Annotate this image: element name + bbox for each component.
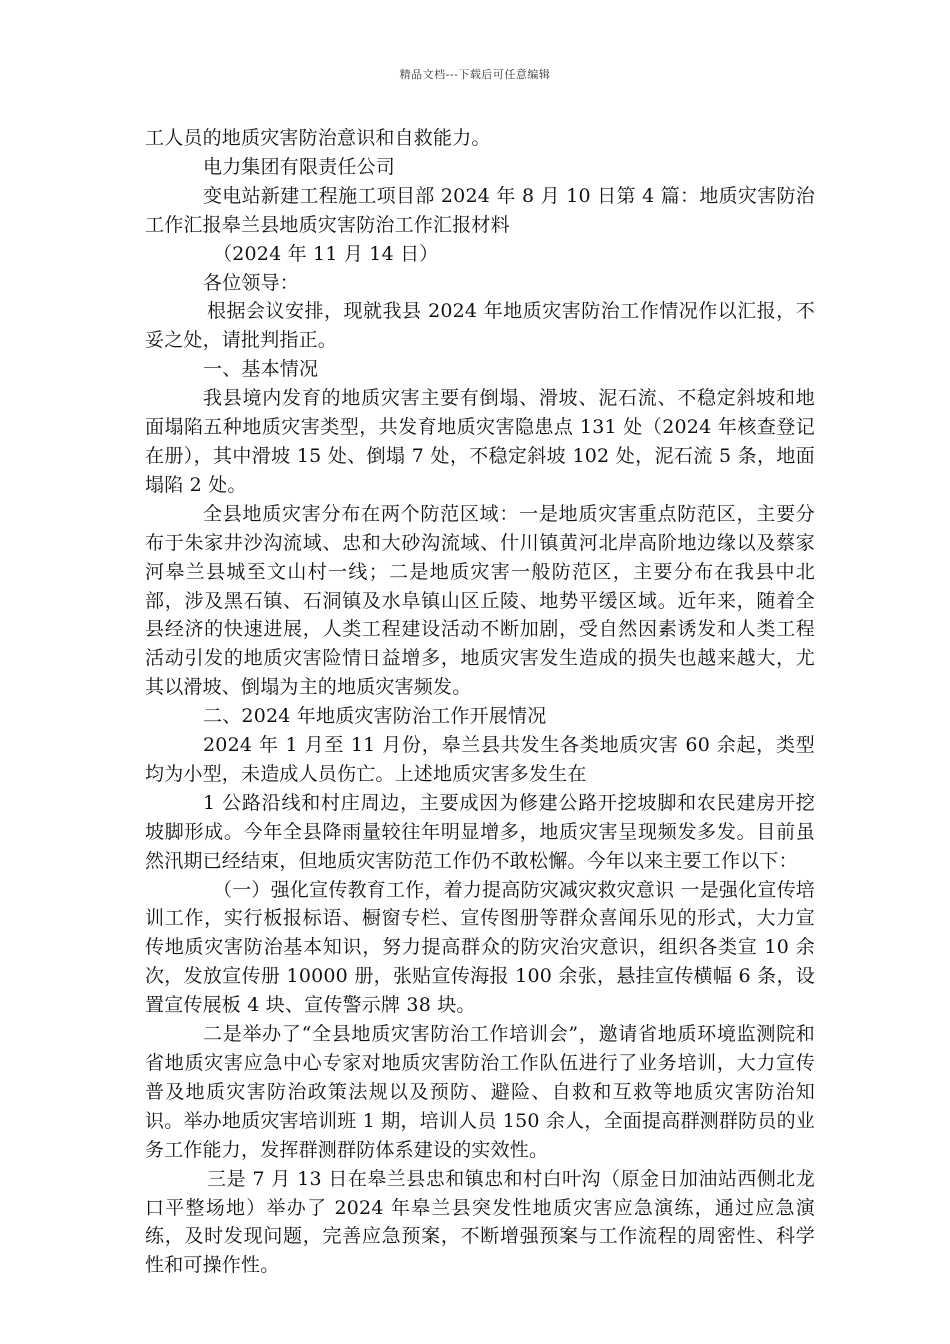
paragraph: （2024 年 11 月 14 日） xyxy=(213,242,439,265)
paragraph: 三是 7 月 13 日在皋兰县忠和镇忠和村白叶沟（原金日加油站西侧北龙口平整场地）举办了 2024 年皋兰县突发性地质灾害应急演练，通过应急演练，及时发现问题，完善应急预案，不断增强预案与工作流程的周密性、科学性和可操作性。 xyxy=(145,1167,815,1277)
paragraph: 根据会议安排，现就我县 2024 年地质灾害防治工作情况作以汇报，不妥之处，请批判指正。 xyxy=(145,300,815,352)
paragraph: 1 公路沿线和村庄周边，主要成因为修建公路开挖坡脚和农民建房开挖坡脚形成。今年全县降雨量较往年明显增多，地质灾害呈现频发多发。目前虽然汛期已经结束，但地质灾害防范工作仍不敢松懈。今年以来主要工作以下： xyxy=(145,791,815,872)
paragraph: 二、2024 年地质灾害防治工作开展情况 xyxy=(203,705,547,728)
paragraph: 我县境内发育的地质灾害主要有倒塌、滑坡、泥石流、不稳定斜坡和地面塌陷五种地质灾害类型，共发育地质灾害隐患点 131 处（2024 年核查登记在册），其中滑坡 15 处、倒塌 7 处，不稳定斜坡 102 处，泥石流 5 条，地面塌陷 2 处。 xyxy=(145,387,815,496)
paragraph: 各位领导： xyxy=(203,271,300,294)
paragraph: 变电站新建工程施工项目部 2024 年 8 月 10 日第 4 篇：地质灾害防治工作汇报皋兰县地质灾害防治工作汇报材料 xyxy=(145,184,815,236)
paragraph: 全县地质灾害分布在两个防范区域：一是地质灾害重点防范区，主要分布于朱家井沙沟流域、忠和大砂沟流域、什川镇黄河北岸高阶地边缘以及蔡家河皋兰县城至文山村一线；二是地质灾害一般防范区，主要分布在我县中北部，涉及黑石镇、石洞镇及水阜镇山区丘陵、地势平缓区域。近年来，随着全县经济的快速进展，人类工程建设活动不断加剧，受自然因素诱发和人类工程活动引发的地质灾害险情日益增多，地质灾害发生造成的损失也越来越大，尤其以滑坡、倒塌为主的地质灾害频发。 xyxy=(145,502,815,699)
paragraph: 电力集团有限责任公司 xyxy=(203,155,396,178)
paragraph: 工人员的地质灾害防治意识和自救能力。 xyxy=(145,127,491,149)
paragraph: 一、基本情况 xyxy=(203,358,319,381)
page-header: 精品文档---下载后可任意编辑 xyxy=(399,68,551,81)
document-body xyxy=(145,124,815,1280)
paragraph: 二是举办了“全县地质灾害防治工作培训会”，邀请省地质环境监测院和省地质灾害应急中心专家对地质灾害防治工作队伍进行了业务培训，大力宣传普及地质灾害防治政策法规以及预防、避险、自救和互救等地质灾害防治知识。举办地质灾害培训班 1 期，培训人员 150 余人，全面提高群测群防员的业务工作能力，发挥群测群防体系建设的实效性。 xyxy=(145,1023,815,1161)
paragraph: （一）强化宣传教育工作，着力提高防灾减灾救灾意识 一是强化宣传培训工作，实行板报标语、橱窗专栏、宣传图册等群众喜闻乐见的形式，大力宣传地质灾害防治基本知识，努力提高群众的防灾治灾意识，组织各类宣 10 余次，发放宣传册 10000 册，张贴宣传海报 100 余张，悬挂宣传横幅 6 条，设置宣传展板 4 块、宣传警示牌 38 块。 xyxy=(145,878,815,1017)
paragraph: 2024 年 1 月至 11 月份，皋兰县共发生各类地质灾害 60 余起，类型均为小型，未造成人员伤亡。上述地质灾害多发生在 xyxy=(145,734,815,785)
